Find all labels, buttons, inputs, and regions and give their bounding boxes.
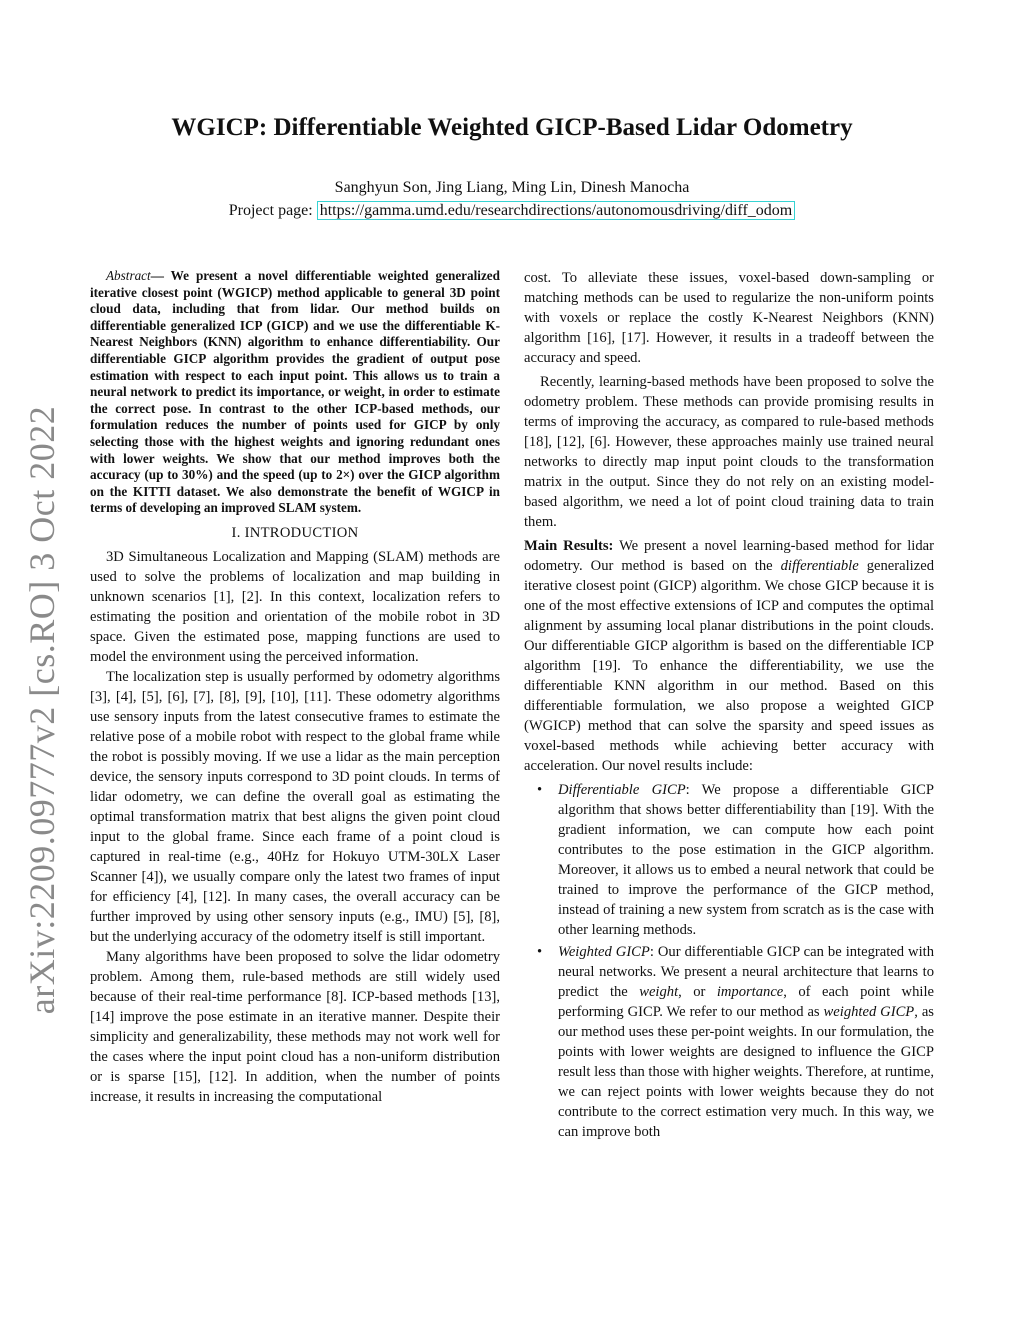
abstract-text: We present a novel differentiable weighted generalized iterative closest point (WGICP) method applicable to general 3D point cloud data, including that from lidar. Our method builds on differentiable generalized ICP (GICP) and we use the differentiable K-Nearest Neighbors (KNN) algorithm to enhance differentiability. Our differentiable GICP algorithm provides the gradient of output pose estimation with respect to each input point. This allows us to train a neural network to predict its importance, or weight, in order to estimate the correct pose. In contrast to the other ICP-based methods, our formulation reduces the number of points used for GICP by only selecting those with the highest weights and ignoring redundant ones with lower weights. We show that our method improves both the accuracy (up to 30%) and the speed (up to 2×) over the GICP algorithm on the KITTI dataset. We also demonstrate the benefit of WGICP in terms of developing an improved SLAM system. bbox=[90, 268, 500, 516]
main-results-paragraph bbox=[524, 536, 934, 776]
bullet-2-text-d: , as our method uses these per-point weights. In our formulation, the points with lower weights are designed to influence the GICP result less than those with higher weights. Therefore, at runtime, we can reject points with lower weights because they do not contribute to the correct estimation very much. In this way, we can improve both bbox=[558, 1004, 934, 1140]
bullet-2-emphasis-weighted-gicp: weighted GICP bbox=[823, 1004, 915, 1020]
main-results-text-b: generalized iterative closest point (GICP) algorithm. We chose GICP because it is one of the most effective extensions of ICP and computes the optimal alignment by assuming local planar distributions in the point clouds. Our differentiable GICP algorithm is based on the differentiable ICP algorithm [19]. To enhance the differentiability, we use the differentiable KNN algorithm in our method. Based on this differentiable formulation, we also propose a weighted GICP (WGICP) method that can solve the sparsity and speed issues as voxel-based methods while achieving better accuracy with acceleration. Our novel results include: bbox=[524, 558, 934, 774]
project-page-line bbox=[0, 202, 1024, 220]
right-column bbox=[524, 268, 934, 1144]
bullet-icon: • bbox=[537, 782, 543, 798]
results-bullet-list bbox=[524, 780, 934, 1142]
abstract-label: Abstract bbox=[106, 268, 151, 283]
project-page-label: Project page: bbox=[228, 202, 317, 219]
bullet-icon: • bbox=[537, 944, 543, 960]
intro-paragraph-3: Many algorithms have been proposed to solve the lidar odometry problem. Among them, rule-based methods are still widely used because of their real-time performance [8]. ICP-based methods [13], [14] improve the pose estimate in an iterative manner. Despite their simplicity and generalizability, these methods may not work well for the cases where the input point cloud has a non-uniform distribution or is sparse [15], [12]. In addition, when the number of points increase, it results in increasing the computational bbox=[90, 948, 500, 1105]
bullet-2-emphasis-weight: weight bbox=[639, 984, 679, 1000]
left-column bbox=[90, 268, 500, 1107]
bullet-1-text: : We propose a differentiable GICP algorithm that shows better differentiability than [19]. With the gradient information, we can compute how each point contributes to the pose estimation in the GICP algorithm. Moreover, it allows us to embed a neural network that could be trained to improve the performance of the GICP method, instead of training a new system from scratch as is the case with other learning methods. bbox=[558, 782, 934, 938]
intro-paragraph-2: The localization step is usually performed by odometry algorithms [3], [4], [5], [6], [7], [8], [9], [10], [11]. These odometry algorithms use sensory inputs from the latest consecutive frames to estimate the relative pose of a mobile robot with respect to the global frame while the robot is possibly moving. If we use a lidar as the main perception device, the sensory inputs correspond to 3D point clouds. In terms of lidar odometry, we can define the overall goal as estimating the optimal transformation matrix that best aligns the given point cloud input to the global frame. Since each frame of a point cloud is captured in real-time (e.g., 40Hz for Hokuyo UTM-30LX Laser Scanner [4]), we usually compare only the latest two frames of input for efficiency [4], [12]. In many cases, the overall accuracy can be further improved by using other sensory inputs (e.g., IMU) [5], [8], but the underlying accuracy of the odometry itself is still important. bbox=[90, 668, 500, 945]
right-paragraph-1: cost. To alleviate these issues, voxel-based down-sampling or matching methods can be used to regularize the non-uniform points with voxels or replace the costly K-Nearest Neighbors (KNN) algorithm [16], [17]. However, it results in a tradeoff between the accuracy and speed. bbox=[524, 270, 934, 366]
bullet-2-emphasis-importance: importance bbox=[716, 984, 784, 1000]
bullet-1-label: Differentiable GICP bbox=[558, 782, 686, 798]
main-results-label: Main Results: bbox=[524, 538, 614, 554]
right-paragraph-2: Recently, learning-based methods have been proposed to solve the odometry problem. These methods can provide promising results in terms of improving the accuracy, as compared to rule-based methods [18], [12], [6]. However, these approaches mainly use trained neural networks to directly map input point clouds to the transformation matrix in the output. Since they do not rely on an existing model-based algorithm, we need a lot of point cloud training data to train them. bbox=[524, 374, 934, 530]
abstract bbox=[90, 268, 500, 517]
bullet-2-text-a: : Our differentiable GICP can be integrated with neural networks. We present a neural architecture that learns to predict the bbox=[558, 944, 934, 1000]
project-page-link[interactable]: https://gamma.umd.edu/researchdirections/autonomousdriving/diff_odom bbox=[317, 201, 796, 220]
list-item bbox=[537, 780, 934, 940]
paper-title: WGICP: Differentiable Weighted GICP-Based Lidar Odometry bbox=[171, 114, 853, 141]
list-item bbox=[537, 942, 934, 1142]
intro-paragraph-1: 3D Simultaneous Localization and Mapping (SLAM) methods are used to solve the problems of localization and map building in unknown scenarios [1], [2]. In this context, localization refers to estimating the position and orientation of the mobile robot in 3D space. Given the estimated pose, mapping functions are used to model the environment using the perceived information. bbox=[90, 548, 500, 665]
arxiv-identifier: arXiv:2209.09777v2 [cs.RO] 3 Oct 2022 bbox=[22, 405, 62, 1015]
bullet-2-text-b: , or bbox=[678, 984, 717, 1000]
abstract-dash: — bbox=[150, 268, 171, 283]
bullet-2-label: Weighted GICP bbox=[558, 944, 650, 960]
main-results-text-a: We present a novel learning-based method for lidar odometry. Our method is based on the bbox=[524, 538, 934, 574]
author-list: Sanghyun Son, Jing Liang, Ming Lin, Dinesh Manocha bbox=[334, 179, 690, 196]
section-heading-introduction: I. INTRODUCTION bbox=[231, 524, 359, 541]
main-results-emphasis: differentiable bbox=[780, 558, 859, 574]
bullet-2-text-c: , of each point while performing GICP. We refer to our method as bbox=[558, 984, 934, 1020]
